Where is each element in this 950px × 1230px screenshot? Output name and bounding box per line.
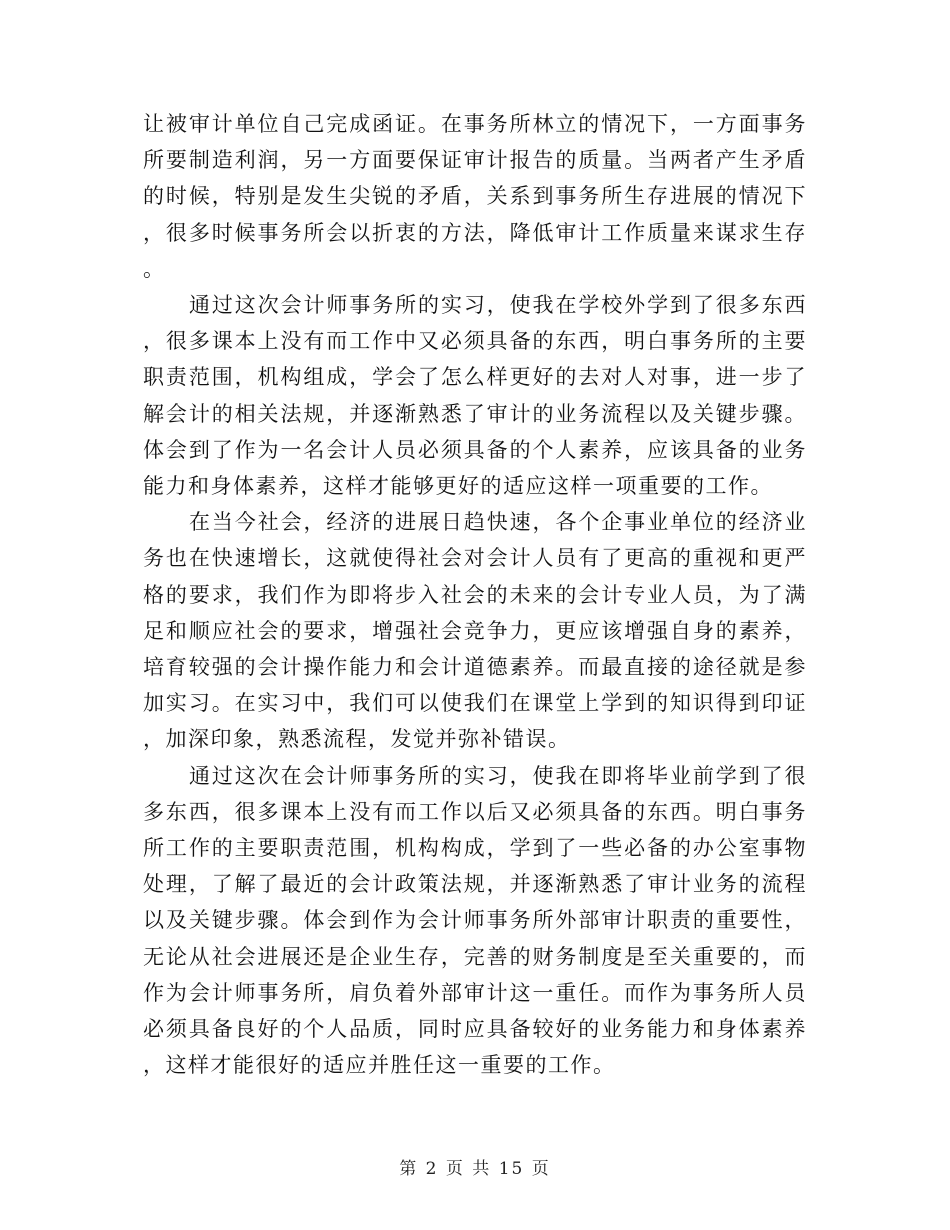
paragraph-1: 让被审计单位自己完成函证。在事务所林立的情况下，一方面事务所要制造利润，另一方面要保证审计报告的质量。当两者产生矛盾的时候，特别是发生尖锐的矛盾，关系到事务所生存进展的情况下，很多时候事务所会以折衷的方法，降低审计工作质量来谋求生存。 xyxy=(143,112,807,281)
document-body xyxy=(143,106,807,1083)
page-number-footer: 第 2 页 共 15 页 xyxy=(399,1159,551,1179)
paragraph-3: 在当今社会，经济的进展日趋快速，各个企事业单位的经济业务也在快速增长，这就使得社会对会计人员有了更高的重视和更严格的要求，我们作为即将步入社会的未来的会计专业人员，为了满足和顺应社会的要求，增强社会竞争力，更应该增强自身的素养，培育较强的会计操作能力和会计道德素养。而最直接的途径就是参加实习。在实习中，我们可以使我们在课堂上学到的知识得到印证，加深印象，熟悉流程，发觉并弥补错误。 xyxy=(143,510,807,752)
paragraph-4: 通过这次在会计师事务所的实习，使我在即将毕业前学到了很多东西，很多课本上没有而工作以后又必须具备的东西。明白事务所工作的主要职责范围，机构构成，学到了一些必备的办公室事物处理，了解了最近的会计政策法规，并逐渐熟悉了审计业务的流程以及关键步骤。体会到作为会计师事务所外部审计职责的重要性，无论从社会进展还是企业生存，完善的财务制度是至关重要的，而作为会计师事务所，肩负着外部审计这一重任。而作为事务所人员必须具备良好的个人品质，同时应具备较好的业务能力和身体素养，这样才能很好的适应并胜任这一重要的工作。 xyxy=(143,763,807,1078)
paragraph-2: 通过这次会计师事务所的实习，使我在学校外学到了很多东西，很多课本上没有而工作中又必须具备的东西，明白事务所的主要职责范围，机构组成，学会了怎么样更好的去对人对事，进一步了解会计的相关法规，并逐渐熟悉了审计的业务流程以及关键步骤。体会到了作为一名会计人员必须具备的个人素养，应该具备的业务能力和身体素养，这样才能够更好的适应这样一项重要的工作。 xyxy=(143,293,807,499)
